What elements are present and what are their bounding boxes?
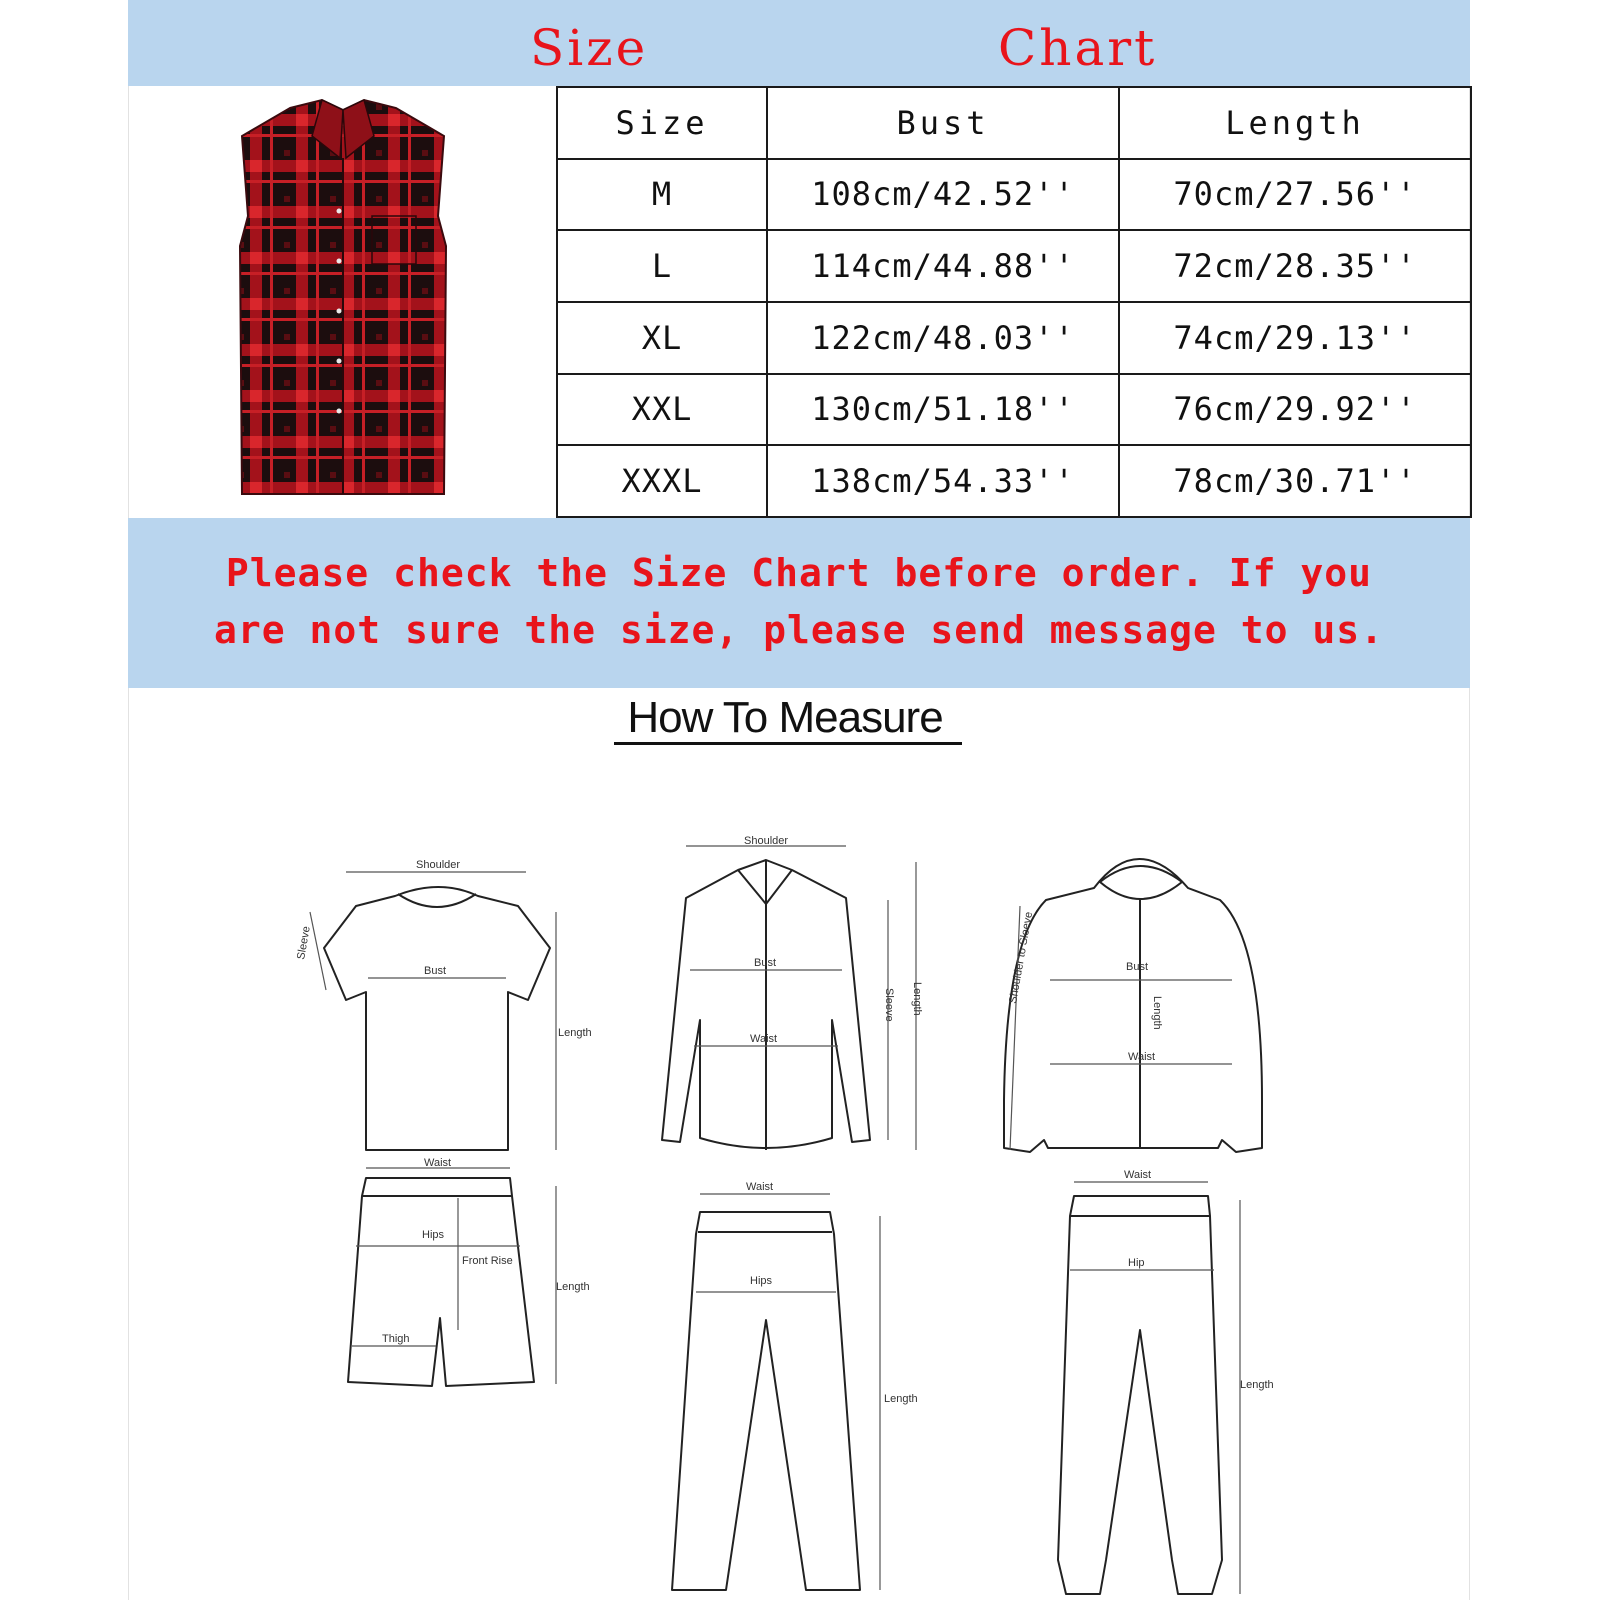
notice-line-2: are not sure the size, please send message to us.: [213, 608, 1385, 652]
notice-line-1: Please check the Size Chart before order. If you: [225, 551, 1373, 595]
column-header-bust: Bust: [767, 87, 1119, 159]
tshirt-diagram: [324, 887, 550, 1150]
joggers-length-label: Length: [1240, 1379, 1274, 1391]
cell-length: 78cm/30.71'': [1119, 445, 1471, 517]
pants-length-label: Length: [884, 1393, 918, 1405]
cell-length: 74cm/29.13'': [1119, 302, 1471, 374]
shorts-waist-label: Waist: [424, 1157, 452, 1169]
tshirt-shoulder-label: Shoulder: [416, 859, 461, 871]
column-header-length: Length: [1119, 87, 1471, 159]
column-header-size: Size: [557, 87, 767, 159]
cell-size: L: [557, 230, 767, 302]
shirt-diagram: [662, 860, 870, 1150]
hoodie-waist-label: Waist: [1128, 1051, 1156, 1063]
cell-bust: 108cm/42.52'': [767, 159, 1119, 231]
hoodie-diagram: [1004, 859, 1262, 1152]
shorts-hips-label: Hips: [422, 1229, 445, 1241]
tshirt-length-label: Length: [558, 1027, 592, 1039]
how-to-measure-title: How To Measure: [627, 693, 943, 742]
cell-bust: 122cm/48.03'': [767, 302, 1119, 374]
cell-length: 76cm/29.92'': [1119, 374, 1471, 446]
header-title-chart: Chart: [998, 19, 1158, 77]
cell-size: XL: [557, 302, 767, 374]
cell-bust: 138cm/54.33'': [767, 445, 1119, 517]
joggers-diagram: [1058, 1196, 1222, 1594]
cell-bust: 114cm/44.88'': [767, 230, 1119, 302]
tshirt-sleeve-label: Sleeve: [295, 925, 313, 961]
shorts-diagram: [348, 1178, 534, 1386]
pants-waist-label: Waist: [746, 1181, 774, 1193]
shirt-length-label: Length: [911, 982, 923, 1016]
shirt-shoulder-label: Shoulder: [744, 835, 789, 847]
cell-length: 72cm/28.35'': [1119, 230, 1471, 302]
pants-diagram: [672, 1212, 860, 1590]
shorts-front-rise-label: Front Rise: [462, 1255, 513, 1267]
hoodie-length-label: Length: [1151, 996, 1163, 1030]
shorts-thigh-label: Thigh: [382, 1333, 410, 1345]
joggers-waist-label: Waist: [1124, 1169, 1152, 1181]
cell-size: XXXL: [557, 445, 767, 517]
cell-bust: 130cm/51.18'': [767, 374, 1119, 446]
cell-size: XXL: [557, 374, 767, 446]
header-title-size: Size: [530, 19, 649, 77]
cell-size: M: [557, 159, 767, 231]
hoodie-shoulder-to-sleeve-label: Shoulder to Sleeve: [1007, 910, 1036, 1005]
shirt-sleeve-label: Sleeve: [883, 988, 895, 1022]
shirt-bust-label: Bust: [754, 957, 777, 969]
cell-length: 70cm/27.56'': [1119, 159, 1471, 231]
joggers-hip-label: Hip: [1128, 1257, 1145, 1269]
pants-hips-label: Hips: [750, 1275, 773, 1287]
tshirt-bust-label: Bust: [424, 965, 447, 977]
shorts-length-label: Length: [556, 1281, 590, 1293]
shirt-waist-label: Waist: [750, 1033, 778, 1045]
hoodie-bust-label: Bust: [1126, 961, 1149, 973]
